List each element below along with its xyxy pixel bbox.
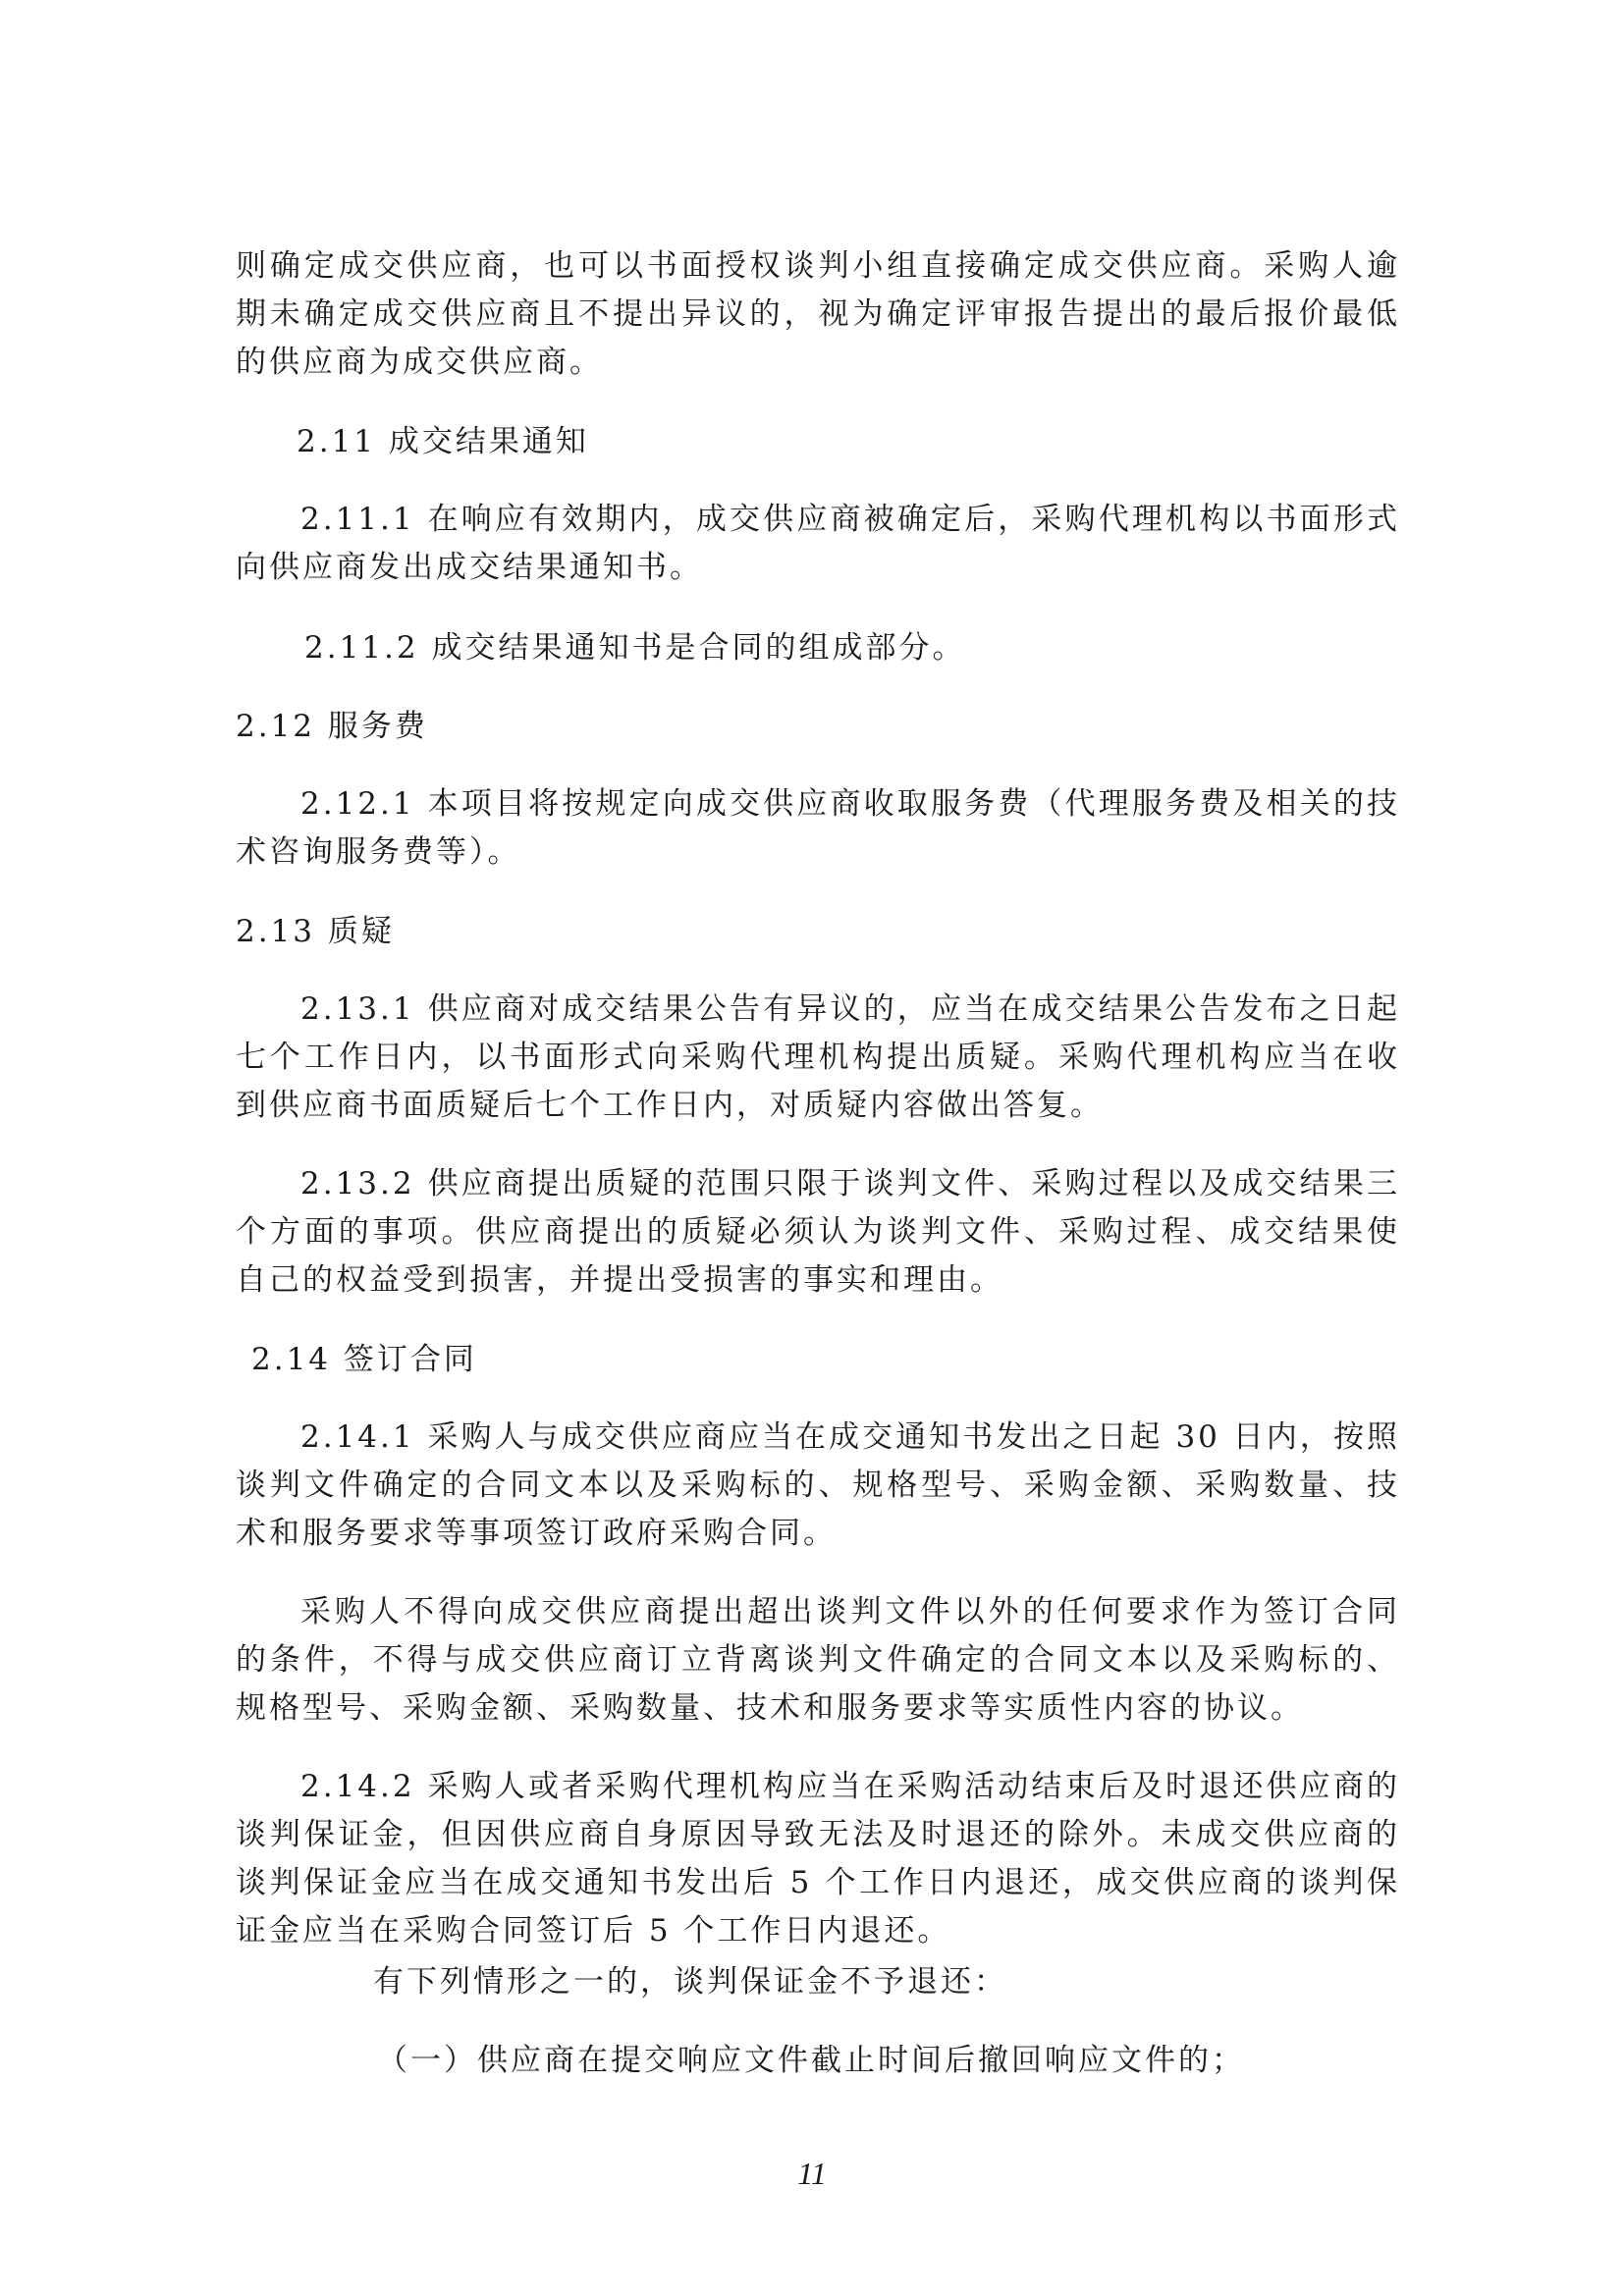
paragraph-case-1: （一）供应商在提交响应文件截止时间后撤回响应文件的；	[377, 2043, 1245, 2078]
paragraph-2-11-1: 2.11.1 在响应有效期内，成交供应商被确定后，采购代理机构以书面形式向供应商发出成交结果通知书。	[236, 502, 1400, 585]
heading-2-14: 2.14 签订合同	[251, 1342, 477, 1377]
paragraph-2-14-1: 2.14.1 采购人与成交供应商应当在成交通知书发出之日起 30 日内，按照谈判文件确定的合同文本以及采购标的、规格型号、采购金额、采购数量、技术和服务要求等事项签订政府采购合同。	[236, 1419, 1400, 1551]
heading-2-12: 2.12 服务费	[236, 709, 428, 744]
paragraph-2-13-1: 2.13.1 供应商对成交结果公告有异议的，应当在成交结果公告发布之日起七个工作日内，以书面形式向采购代理机构提出质疑。采购代理机构应当在收到供应商书面质疑后七个工作日内，对质疑内容做出答复。	[236, 991, 1400, 1123]
heading-2-11: 2.11 成交结果通知	[297, 424, 589, 459]
paragraph-2-14-1b: 采购人不得向成交供应商提出超出谈判文件以外的任何要求作为签订合同的条件，不得与成交供应商订立背离谈判文件确定的合同文本以及采购标的、规格型号、采购金额、采购数量、技术和服务要求等实质性内容的协议。	[236, 1594, 1400, 1726]
paragraph-intro: 则确定成交供应商，也可以书面授权谈判小组直接确定成交供应商。采购人逾期未确定成交供应商且不提出异议的，视为确定评审报告提出的最后报价最低的供应商为成交供应商。	[236, 248, 1400, 380]
paragraph-no-refund: 有下列情形之一的，谈判保证金不予退还：	[373, 1964, 1007, 2000]
paragraph-2-12-1: 2.12.1 本项目将按规定向成交供应商收取服务费（代理服务费及相关的技术咨询服务费等）。	[236, 786, 1400, 870]
paragraph-2-13-2: 2.13.2 供应商提出质疑的范围只限于谈判文件、采购过程以及成交结果三个方面的事项。供应商提出的质疑必须认为谈判文件、采购过程、成交结果使自己的权益受到损害，并提出受损害的事实和理由。	[236, 1166, 1400, 1298]
heading-2-13: 2.13 质疑	[236, 914, 395, 949]
paragraph-2-14-2: 2.14.2 采购人或者采购代理机构应当在采购活动结束后及时退还供应商的谈判保证金，但因供应商自身原因导致无法及时退还的除外。未成交供应商的谈判保证金应当在成交通知书发出后 5 个工作日内退还，成交供应商的谈判保证金应当在采购合同签订后 5 个工作日内退还。	[236, 1769, 1400, 1949]
paragraph-2-11-2: 2.11.2 成交结果通知书是合同的组成部分。	[304, 630, 966, 666]
page-number: 11	[797, 2156, 827, 2191]
